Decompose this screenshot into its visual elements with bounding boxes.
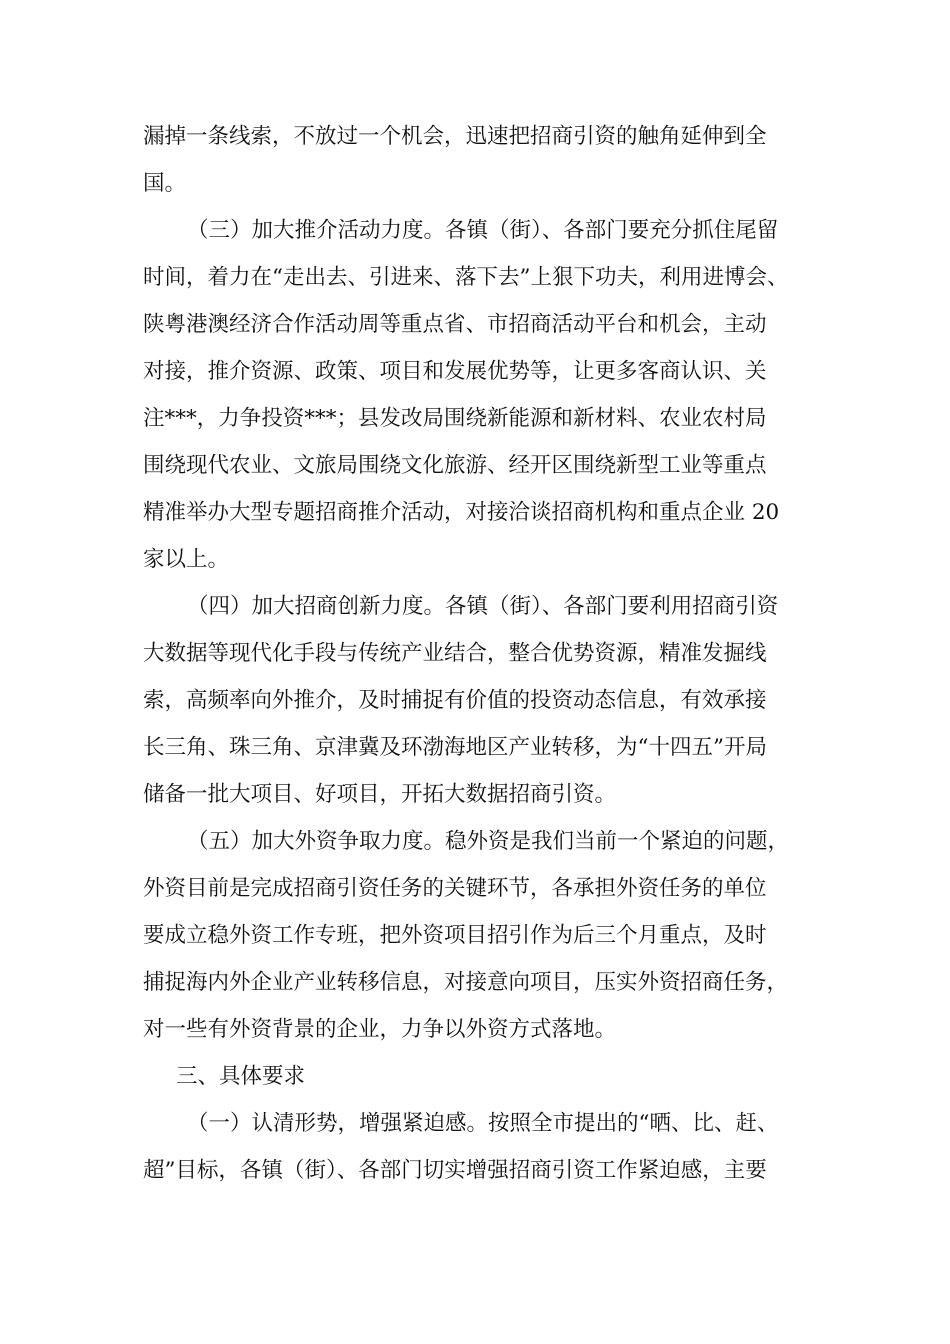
text-line: 对接，推介资源、政策、项目和发展优势等，让更多客商认识、关 bbox=[143, 359, 767, 384]
section-heading: 三、具体要求 bbox=[176, 1064, 306, 1089]
text-line: 国。 bbox=[143, 171, 187, 196]
text-line: 陕粤港澳经济合作活动周等重点省、市招商活动平台和机会，主动 bbox=[143, 312, 767, 337]
text-line: 要成立稳外资工作专班，把外资项目招引作为后三个月重点，及时 bbox=[143, 923, 767, 948]
text-line: 漏掉一条线索，不放过一个机会，迅速把招商引资的触角延伸到全 bbox=[143, 124, 767, 149]
text-line: 超”目标，各镇（街）、各部门切实增强招商引资工作紧迫感，主要 bbox=[143, 1158, 767, 1183]
text-line: 外资目前是完成招商引资任务的关键环节，各承担外资任务的单位 bbox=[143, 876, 767, 901]
text-line: 长三角、珠三角、京津冀及环渤海地区产业转移，为“十四五”开局 bbox=[143, 735, 767, 760]
paragraph-first-line: （三）加大推介活动力度。各镇（街）、各部门要充分抓住尾留 bbox=[187, 218, 779, 243]
paragraph-first-line: （一）认清形势，增强紧迫感。按照全市提出的“晒、比、赶、 bbox=[187, 1111, 779, 1136]
text-line: 捕捉海内外企业产业转移信息，对接意向项目，压实外资招商任务， bbox=[143, 970, 789, 995]
text-line: 围绕现代农业、文旅局围绕文化旅游、经开区围绕新型工业等重点 bbox=[143, 453, 767, 478]
paragraph-first-line: （五）加大外资争取力度。稳外资是我们当前一个紧迫的问题， bbox=[187, 829, 790, 854]
paragraph-first-line: （四）加大招商创新力度。各镇（街）、各部门要利用招商引资 bbox=[187, 594, 779, 619]
text-line: 大数据等现代化手段与传统产业结合，整合优势资源，精准发掘线 bbox=[143, 641, 767, 666]
text-line: 注***，力争投资***；县发改局围绕新能源和新材料、农业农村局 bbox=[143, 406, 767, 431]
text-line: 家以上。 bbox=[143, 547, 230, 572]
text-line: 时间，着力在“走出去、引进来、落下去”上狠下功夫，利用进博会、 bbox=[143, 265, 789, 290]
text-line: 精准举办大型专题招商推介活动，对接洽谈招商机构和重点企业 20 bbox=[143, 500, 780, 525]
text-line: 对一些有外资背景的企业，力争以外资方式落地。 bbox=[143, 1017, 617, 1042]
text-line: 储备一批大项目、好项目，开拓大数据招商引资。 bbox=[143, 782, 617, 807]
text-line: 索，高频率向外推介，及时捕捉有价值的投资动态信息，有效承接 bbox=[143, 688, 767, 713]
